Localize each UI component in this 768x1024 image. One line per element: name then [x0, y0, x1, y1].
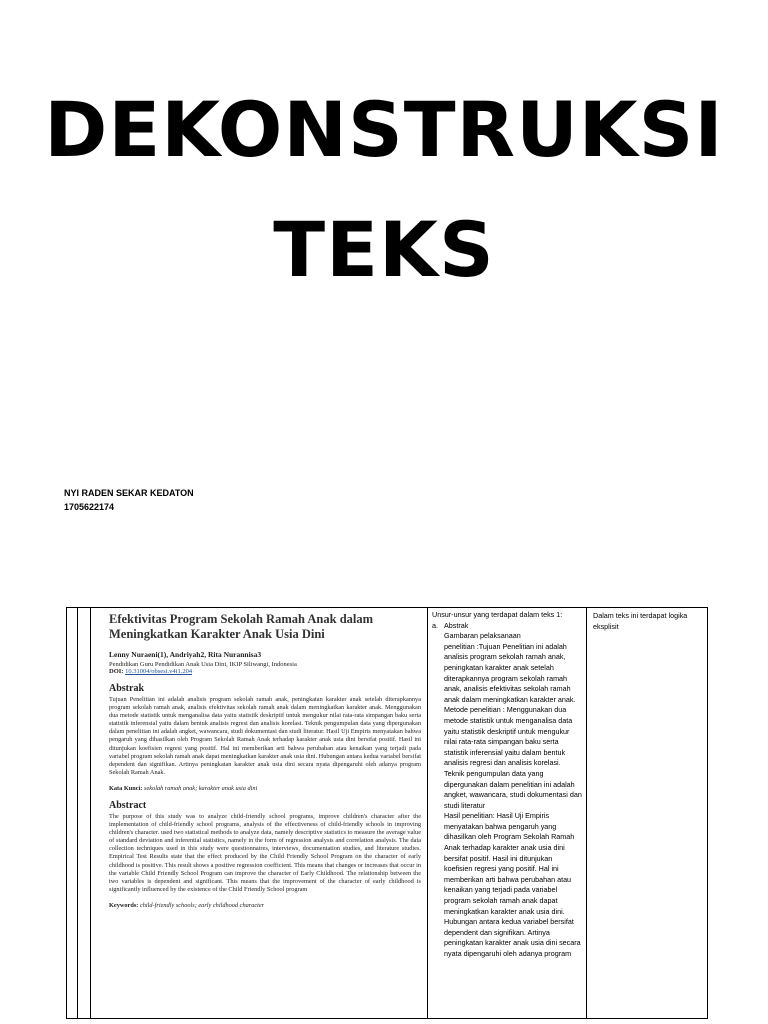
paper-authors: Lenny Nuraeni(1), Andriyah2, Rita Nurannisa3: [109, 650, 262, 659]
note-cell: [587, 608, 708, 1019]
paper-doi: [109, 668, 421, 675]
empty-cell: [67, 608, 78, 1019]
abstract-heading: Abstract: [109, 799, 147, 811]
analysis-intro: Unsur-unsur yang terdapat dalam teks 1:: [432, 610, 563, 619]
analysis-line: Metode penelitian : Menggunakan dua metode statistik untuk menganalisa data yaitu statistik deskriptif untuk mengukur nilai rata-rata simpangan baku serta statistik inferensial yaitu dalam bentuk analisis regresi dan analisis korelasi. Teknik pengumpulan data yang dipergunakan dalam penelitian ini adalah angket, wawancara, studi dokumentasi dan studi literatur: [444, 705, 582, 810]
deconstruction-table: [66, 607, 708, 1019]
document-title-line-2: TEKS: [273, 205, 495, 294]
author-id: 1705622174: [64, 502, 115, 512]
item-title: Abstrak: [444, 620, 469, 630]
kata-kunci-text: sekolah ramah anak; karakter anak usia dini: [144, 784, 258, 792]
keywords: [109, 902, 421, 909]
analysis-cell: [428, 608, 587, 1019]
note-text: Dalam teks ini terdapat logika eksplisit: [593, 611, 688, 631]
keywords-label: Keywords:: [109, 901, 139, 909]
analysis-line: penelitian :Tujuan Penelitian ini adalah analisis program sekolah ramah anak, peningkatan karakter anak setelah diterapkannya program sekolah ramah anak, analisis efektivitas sekolah ramah anak dalam meningkatkan karakter anak.: [444, 641, 576, 704]
kata-kunci-label: Kata Kunci:: [109, 784, 143, 792]
abstrak-heading: Abstrak: [109, 683, 145, 694]
abstrak-text: Tujuan Penelitian ini adalah analisis program sekolah ramah anak, peningkatan karakter anak setelah diterapkannya program sekolah ramah anak, analisis efektivitas sekolah ramah anak dalam meningkatkan karakter anak. Menggunakan dua metode statistik untuk menganalisa data yaitu statistik deskriptif untuk mengukur nilai rata-rata simpangan baku serta statistik inferensial yaitu dalam bentuk analisis regresi dan analisis korelasi. Teknik pengumpulan data yang dipergunakan dalam penelitian ini adalah angket, wawancara, studi dokumentasi dan studi literatur. Hasil Uji Empiris menyatakan bahwa pengaruh yang dihasilkan oleh Program Sekolah Ramah Anak terhadap karakter anak usia dini bersifat positif. Hasil ini ditunjukan koefisien regresi yang positif. Hal ini memberikan arti bahwa perubahan atau kenaikan yang terjadi pada variabel program sekolah ramah anak dapat meningkatkan karakter anak usia dini. Hubungan antara kedua variabel bersifat dependent dan signifikan. Artinya peningkatan karakter anak usia dini secara nyata dipengaruhi oleh adanya program Sekolah Ramah Anak.: [109, 696, 421, 776]
item-marker: a.: [432, 620, 438, 630]
author-block: [64, 486, 194, 514]
paper-excerpt-cell: [91, 608, 428, 1019]
keywords-text: child-friendly schools; early childhood character: [139, 901, 265, 909]
paper-title: Efektivitas Program Sekolah Ramah Anak dalam Meningkatkan Karakter Anak Usia Dini: [109, 612, 374, 641]
analysis-line: Hasil penelitian: Hasil Uji Empiris menyatakan bahwa pengaruh yang dihasilkan oleh Program Sekolah Ramah Anak terhadap karakter anak usia dini bersifat positif. Hasil ini ditunjukan koefisien regresi yang positif. Hal ini memberikan arti bahwa perubahan atau kenaikan yang terjadi pada variabel program sekolah ramah anak dapat meningkatkan karakter anak usia dini. Hubungan antara kedua variabel bersifat dependent dan signifikan. Artinya peningkatan karakter anak usia dini secara nyata dipengaruhi oleh adanya program: [444, 811, 581, 958]
abstract-text: The purpose of this study was to analyze child-friendly school programs, improve children's character after the implementation of child-friendly school programs, analysis of the effectiveness of child-friendly schools in improving children's character. used two statistical methods to analyze data, namely descriptive statistics to measure the average value of standard deviation and inferential statistics, namely in the form of regression analysis and correlation analysis. The data collection techniques used in this study were questionnaires, interviews, documentation studies, and literature studies. Empirical Test Results state that the effect produced by the Child Friendly School Program on the character of early childhood is positive. This result shows a positive regression coefficient. This means that changes or increases that occur in the variable Child Friendly School Program can improve the character of Early Childhood. The relationship between the two variables is dependent and significant. This means that the improvement of the character of early childhood is significantly influenced by the existence of the Child Friendly School program: [109, 812, 421, 893]
empty-cell: [78, 608, 91, 1019]
paper-excerpt-image: [91, 608, 427, 909]
analysis-line: Gambaran pelaksanaan: [444, 631, 521, 641]
table-row: [67, 608, 708, 1019]
kata-kunci: [109, 785, 421, 792]
analysis-item-a: [432, 621, 582, 632]
document-title-line-1: DEKONSTRUKSI: [44, 85, 724, 174]
doi-link[interactable]: 10.31004/obsesi.v4i1.204: [125, 668, 193, 675]
paper-affiliation: Pendidikan Guru Pendidikan Anak Usia Dini, IKIP Siliwangi, Indonesia: [109, 661, 297, 668]
author-name: NYI RADEN SEKAR KEDATON: [64, 488, 194, 498]
doi-label: DOI:: [109, 668, 124, 675]
